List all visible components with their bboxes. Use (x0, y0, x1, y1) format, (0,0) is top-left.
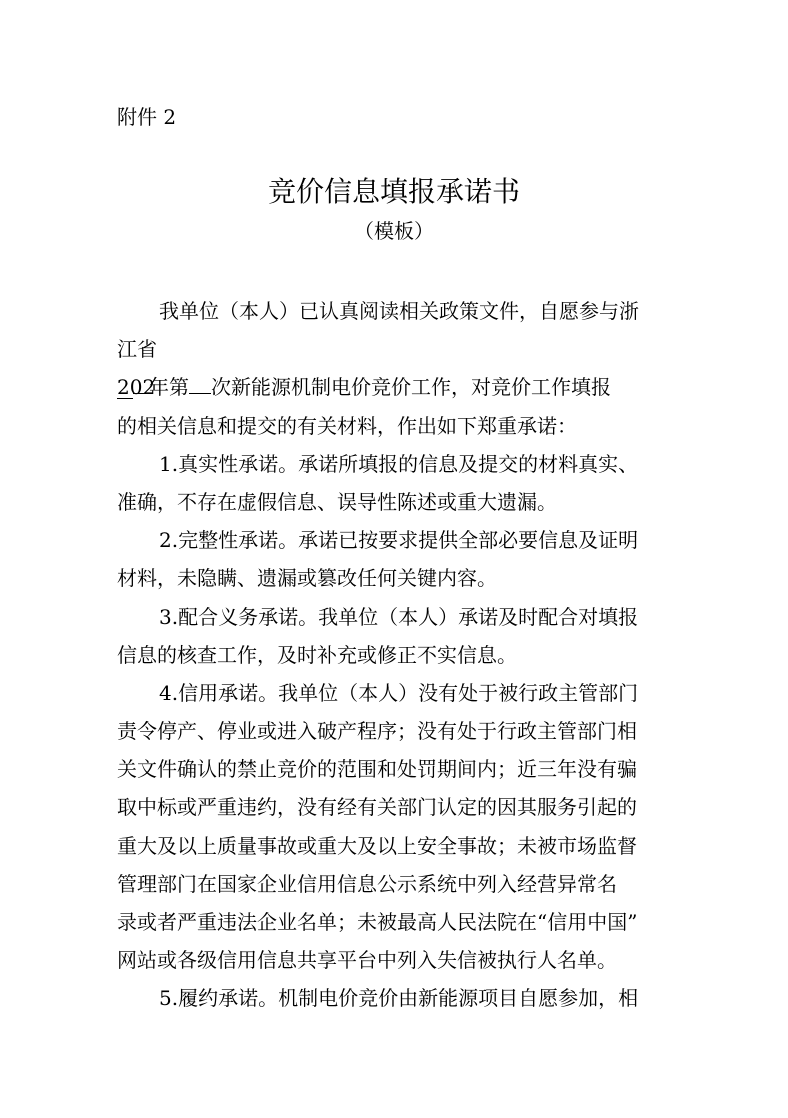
attachment-label: 附件 2 (117, 105, 177, 129)
intro-fragment: 年第 (149, 375, 189, 400)
commitment-line: 4.信用承诺。我单位（本人）没有处于被行政主管部门 (159, 680, 639, 705)
commitment-line: 准确，不存在虚假信息、误导性陈述或重大遗漏。 (117, 489, 557, 514)
document-subtitle: （模板） (354, 219, 434, 243)
commitment-line: 5.履约承诺。机制电价竞价由新能源项目自愿参加，相 (159, 986, 639, 1011)
intro-line: 的相关信息和提交的有关材料，作出如下郑重承诺： (117, 413, 577, 438)
commitment-3 (117, 598, 677, 674)
intro-line-with-blanks (117, 368, 677, 406)
document-title: 竞价信息填报承诺书 (267, 175, 520, 208)
commitment-line: 关文件确认的禁止竞价的范围和处罚期间内；近三年没有骗 (117, 757, 637, 782)
commitment-line: 材料，未隐瞒、遗漏或篡改任何关键内容。 (117, 566, 497, 591)
year-blank-fill (133, 393, 149, 394)
commitment-line: 录或者严重违法企业名单；未被最高人民法院在“信用中国” (117, 910, 638, 934)
commitment-line: 2.完整性承诺。承诺已按要求提供全部必要信息及证明 (159, 528, 639, 553)
commitment-line: 1.真实性承诺。承诺所填报的信息及提交的材料真实、 (159, 451, 639, 476)
commitment-line: 重大及以上质量事故或重大及以上安全事故；未被市场监督 (117, 833, 637, 858)
commitment-line: 管理部门在国家企业信用信息公示系统中列入经营异常名 (117, 871, 617, 896)
commitment-line: 取中标或严重违约，没有经有关部门认定的因其服务引起的 (117, 795, 637, 820)
round-blank (189, 393, 211, 394)
intro-line: 我单位（本人）已认真阅读相关政策文件，自愿参与浙 (159, 299, 639, 323)
commitment-line: 责令停产、停业或进入破产程序；没有处于行政主管部门相 (117, 719, 637, 744)
year-blank: 202 (117, 375, 156, 400)
intro-fragment: 次新能源机制电价竞价工作，对竞价工作填报 (211, 375, 611, 400)
commitment-2 (117, 521, 677, 597)
commitment-line: 3.配合义务承诺。我单位（本人）承诺及时配合对填报 (159, 604, 639, 629)
commitment-5 (117, 979, 677, 1017)
commitment-1 (117, 445, 677, 521)
document-body (117, 292, 677, 1018)
commitment-4 (117, 674, 677, 980)
intro-line: 江省 (117, 337, 157, 362)
commitment-line: 信息的核查工作，及时补充或修正不实信息。 (117, 642, 517, 667)
commitment-line: 网站或各级信用信息共享平台中列入失信被执行人名单。 (117, 948, 617, 973)
